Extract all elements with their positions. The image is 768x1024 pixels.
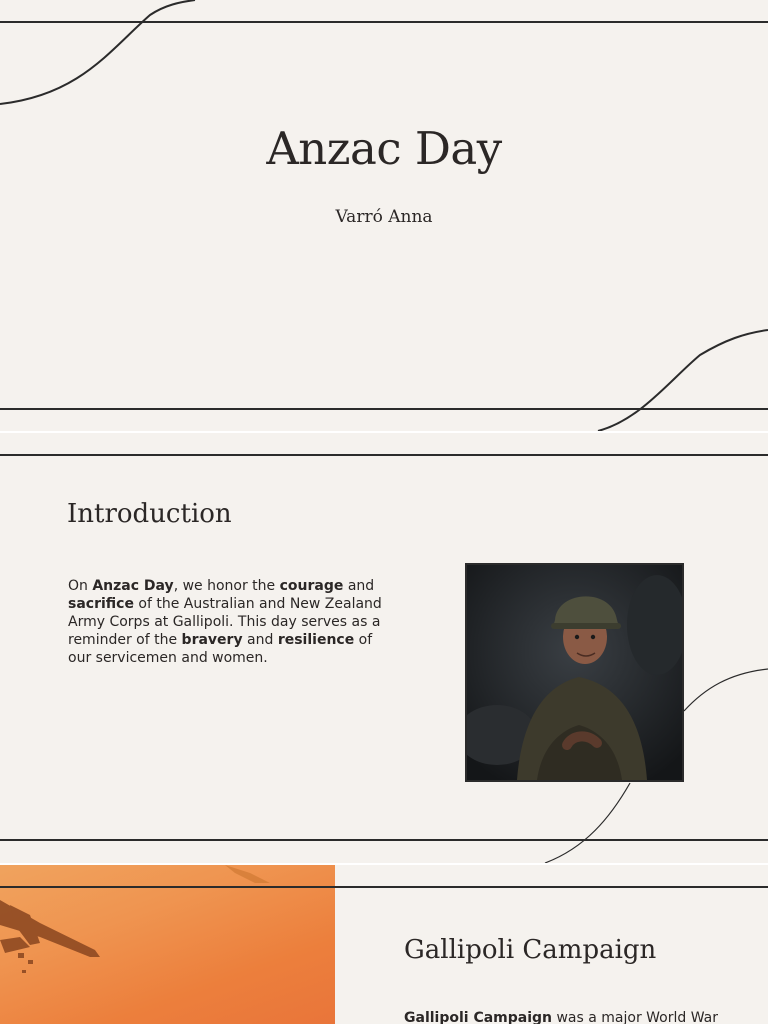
paragraph-text: On (68, 578, 93, 594)
presentation-title: Anzac Day (266, 122, 502, 175)
author-name: Varró Anna (335, 207, 433, 227)
gallipoli-slide[interactable] (0, 865, 768, 1024)
bold-term: Anzac Day (92, 578, 174, 594)
introduction-slide[interactable] (0, 433, 768, 863)
warplane-icon (0, 865, 335, 1024)
warplane-image (0, 865, 335, 1024)
decorative-curves (0, 433, 768, 863)
bold-term: sacrifice (68, 596, 134, 612)
paragraph-text: of our servicemen and women. (68, 632, 373, 666)
paragraph-text: and (242, 632, 278, 648)
title-slide[interactable] (0, 0, 768, 431)
paragraph-text: and (343, 578, 375, 594)
bold-term: courage (279, 578, 344, 594)
top-divider-line (0, 886, 768, 888)
slide-heading: Gallipoli Campaign (404, 935, 657, 965)
bold-term: Gallipoli Campaign (404, 1010, 553, 1024)
bold-term: bravery (181, 632, 243, 648)
paragraph-text: was a major World War (552, 1010, 718, 1024)
slide-heading: Introduction (67, 499, 232, 529)
paragraph-text: of the Australian and New Zealand Army Corps at Gallipoli. This day serves as a reminder of the (68, 596, 382, 648)
gallipoli-paragraph (404, 1009, 744, 1024)
paragraph-text: , we honor the (173, 578, 280, 594)
bold-term: resilience (277, 632, 355, 648)
